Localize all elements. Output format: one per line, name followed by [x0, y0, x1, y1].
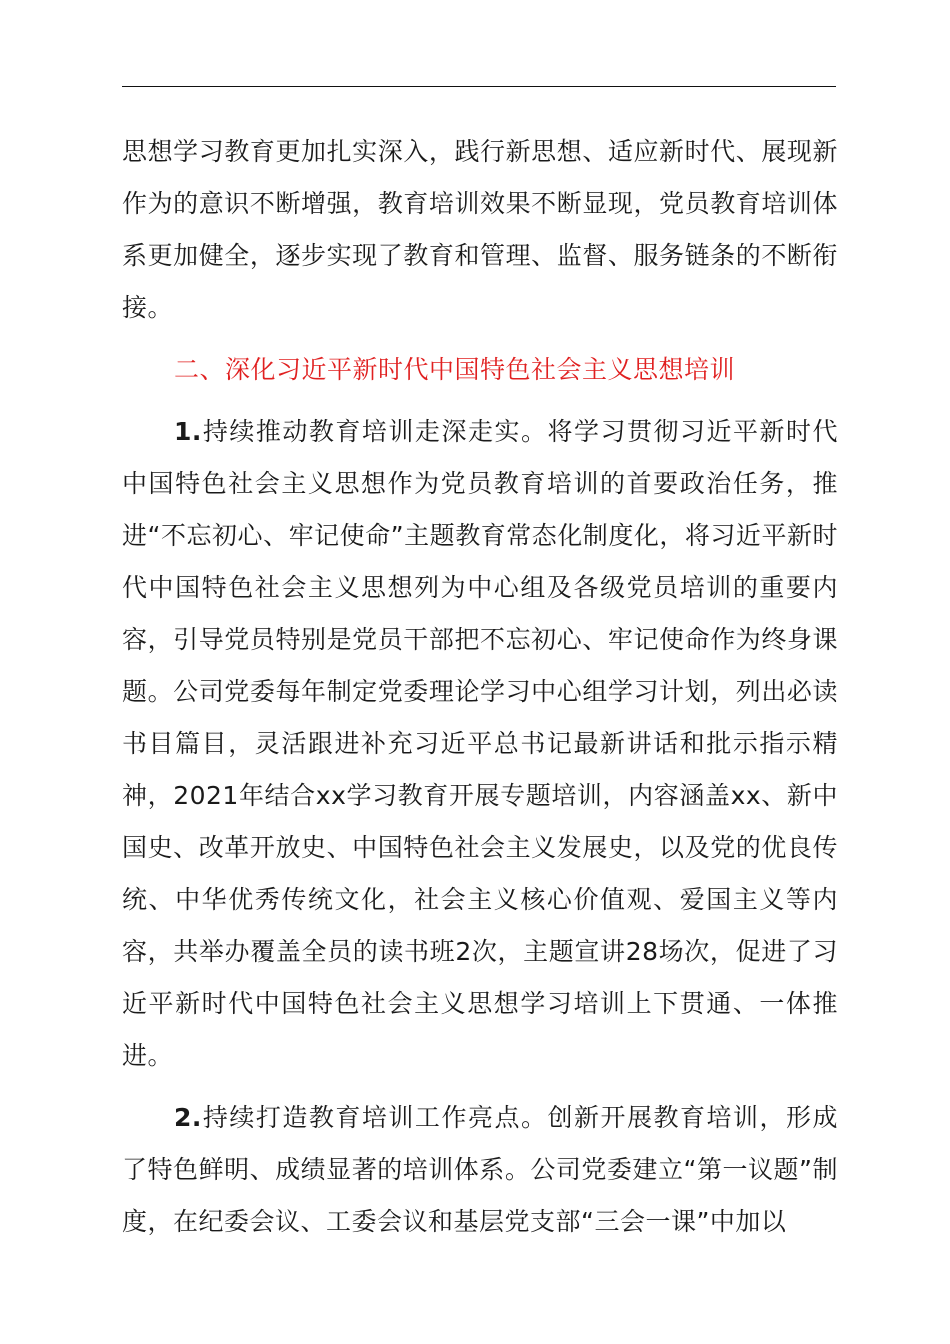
item-2-text: 持续打造教育培训工作亮点。创新开展教育培训，形成了特色鲜明、成绩显著的培训体系。公司党委建立“第一议题”制度，在纪委会议、工委会议和基层党支部“三会一课”中加以: [122, 1103, 838, 1236]
section-heading: 二、深化习近平新时代中国特色社会主义思想培训: [174, 355, 736, 384]
paragraph-item-2: [122, 1092, 838, 1248]
item-1-number: 1.: [174, 417, 202, 446]
item-2-number: 2.: [174, 1103, 202, 1132]
paragraph-continuation: 思想学习教育更加扎实深入，践行新思想、适应新时代、展现新作为的意识不断增强，教育培训效果不断显现，党员教育培训体系更加健全，逐步实现了教育和管理、监督、服务链条的不断衔接。: [122, 137, 838, 322]
document-body: [122, 126, 838, 1248]
item-1-text: 持续推动教育培训走深走实。将学习贯彻习近平新时代中国特色社会主义思想作为党员教育培训的首要政治任务，推进“不忘初心、牢记使命”主题教育常态化制度化，将习近平新时代中国特色社会主义思想列为中心组及各级党员培训的重要内容，引导党员特别是党员干部把不忘初心、牢记使命作为终身课题。公司党委每年制定党委理论学习中心组学习计划，列出必读书目篇目，灵活跟进补充习近平总书记最新讲话和批示指示精神，2021年结合xx学习教育开展专题培训，内容涵盖xx、新中国史、改革开放史、中国特色社会主义发展史，以及党的优良传统、中华优秀传统文化，社会主义核心价值观、爱国主义等内容，共举办覆盖全员的读书班2次，主题宣讲28场次，促进了习近平新时代中国特色社会主义思想学习培训上下贯通、一体推进。: [122, 417, 838, 1070]
paragraph-item-1: [122, 406, 838, 1082]
header-rule: [122, 86, 836, 87]
